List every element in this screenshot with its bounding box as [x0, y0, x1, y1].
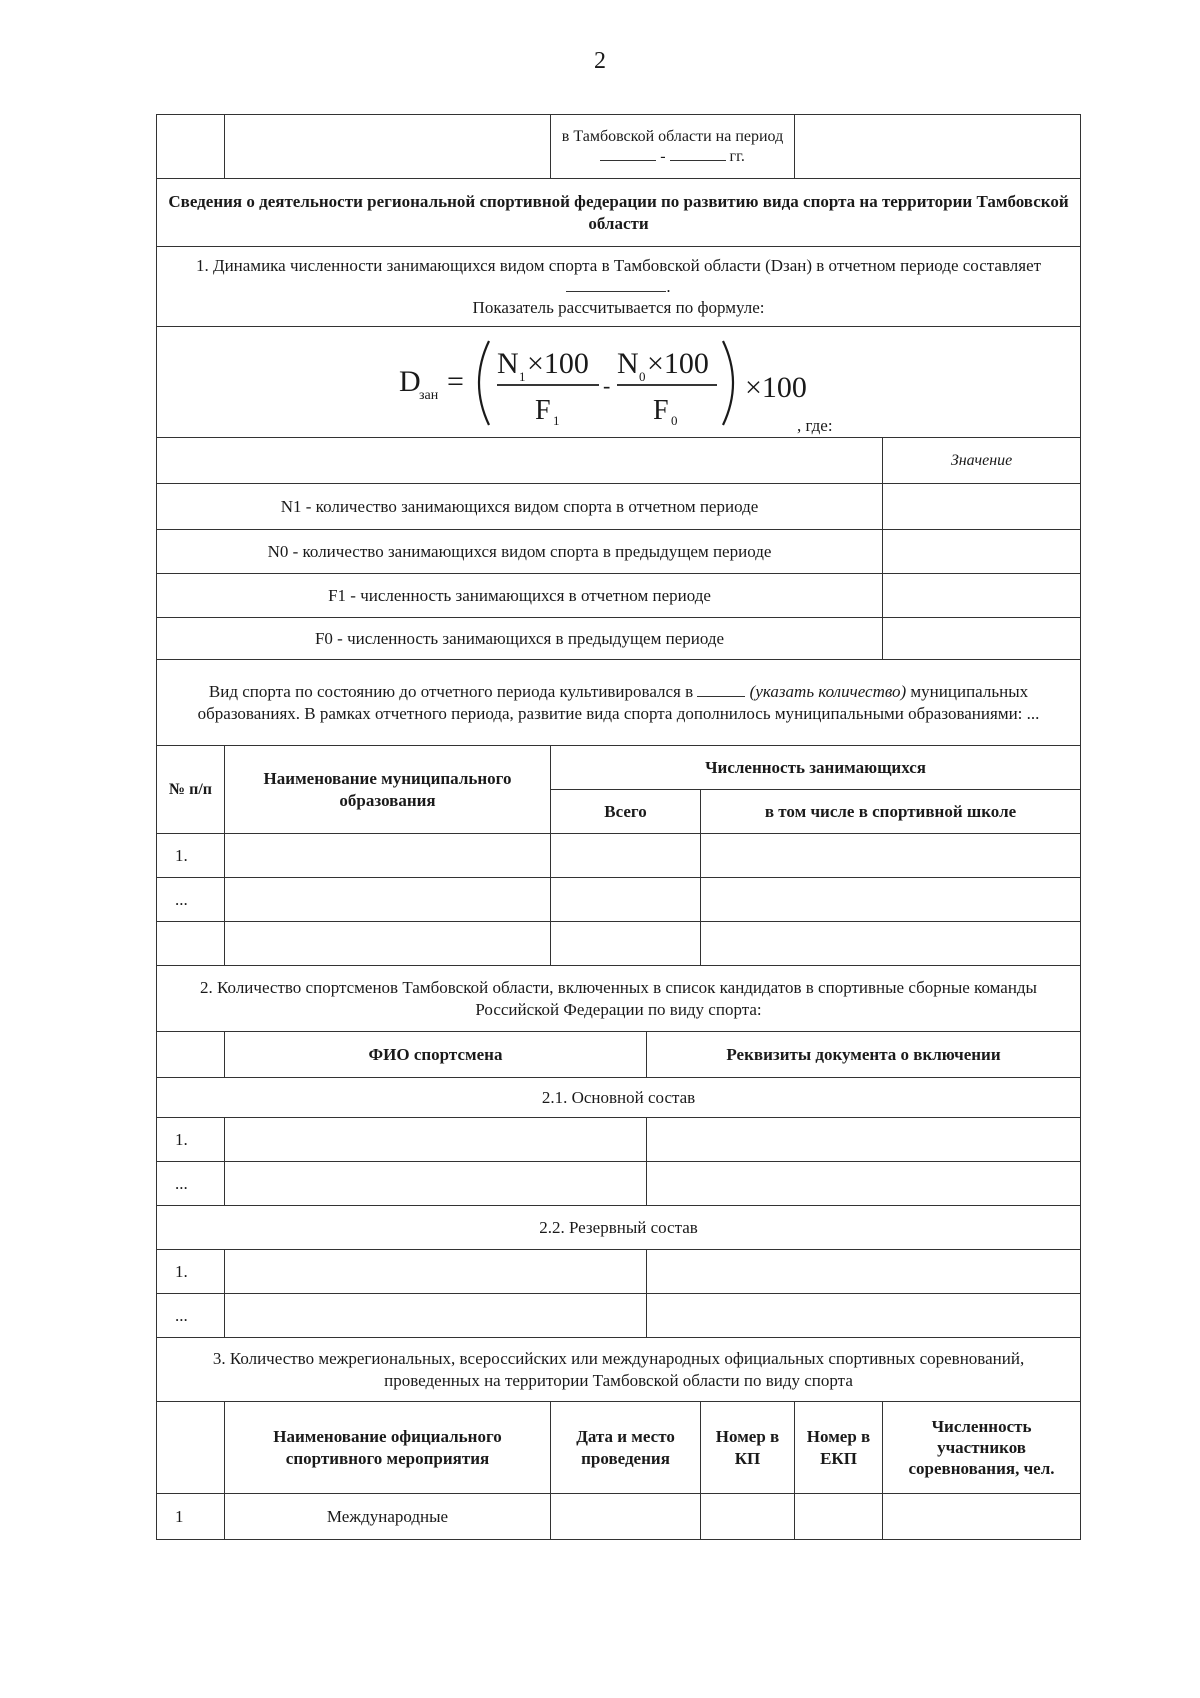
competitions-row-num: 1	[157, 1494, 225, 1540]
athletes-col-doc: Реквизиты документа о включении	[647, 1032, 1081, 1078]
municipality-hint: (указать количество)	[749, 682, 907, 702]
municipality-col-group: Численность занимающихся	[551, 746, 1081, 790]
athletes-title: 2. Количество спортсменов Тамбовской области, включенных в список кандидатов в спортивные сборные команды Российской Федерации по виду спорта:	[157, 966, 1081, 1032]
period-unit: гг.	[729, 147, 745, 165]
municipality-paragraph	[157, 660, 1081, 746]
page-number: 2	[594, 48, 606, 74]
competitions-col-date: Дата и место проведения	[551, 1402, 701, 1494]
variable-label-f0: F0 - численность занимающихся в предыдущем периоде	[157, 618, 883, 660]
municipality-name-cell[interactable]	[225, 878, 551, 922]
main-squad-fio-cell[interactable]	[225, 1118, 647, 1162]
formula-n0: N	[617, 347, 639, 380]
variable-row	[157, 574, 1081, 618]
municipality-count-field[interactable]	[697, 696, 745, 697]
main-squad-title: 2.1. Основной состав	[157, 1078, 1081, 1118]
reserve-squad-fio-cell[interactable]	[225, 1250, 647, 1294]
main-squad-doc-cell[interactable]	[647, 1162, 1081, 1206]
municipality-row-num	[157, 922, 225, 966]
period-separator: -	[660, 147, 666, 165]
municipality-table-header-row	[157, 746, 1081, 790]
period-from-field[interactable]	[600, 160, 656, 161]
formula-minus: -	[603, 373, 611, 398]
period-label: в Тамбовской области на период	[561, 127, 784, 145]
competitions-kp-cell[interactable]	[701, 1494, 795, 1540]
reserve-squad-title: 2.2. Резервный состав	[157, 1206, 1081, 1250]
variable-row	[157, 618, 1081, 660]
reserve-squad-doc-cell[interactable]	[647, 1250, 1081, 1294]
municipality-total-cell[interactable]	[551, 834, 701, 878]
formula-n1: N	[497, 347, 519, 380]
dynamics-intro-end: .	[666, 276, 671, 296]
athletes-header-empty	[157, 1032, 225, 1078]
reserve-squad-title-row	[157, 1206, 1081, 1250]
formula-graphic	[157, 327, 1077, 437]
header-empty-cell-2	[225, 115, 551, 179]
variable-value-f1[interactable]	[883, 574, 1081, 618]
section-title-row	[157, 179, 1081, 247]
federation-report-form	[156, 114, 1081, 1540]
value-header-row	[157, 438, 1081, 484]
section-title: Сведения о деятельности региональной спортивной федерации по развитию вида спорта на территории Тамбовской области	[157, 179, 1081, 247]
formula-equals: =	[447, 365, 464, 398]
athletes-title-row	[157, 966, 1081, 1032]
variable-label-f1: F1 - численность занимающихся в отчетном периоде	[157, 574, 883, 618]
period-cell	[551, 115, 795, 179]
competitions-header-row	[157, 1402, 1081, 1494]
municipality-school-cell[interactable]	[701, 834, 1081, 878]
formula-f1: F	[535, 395, 551, 426]
municipality-text-b: муниципальных образованиях. В рамках отчетного периода, развитие вида спорта дополнилось муниципальными образованиями: ...	[197, 682, 1040, 723]
period-to-field[interactable]	[670, 160, 726, 161]
formula	[157, 327, 1080, 437]
main-squad-row-num: ...	[157, 1162, 225, 1206]
variable-value-n1[interactable]	[883, 484, 1081, 530]
period-row	[157, 115, 1081, 179]
main-squad-title-row	[157, 1078, 1081, 1118]
municipality-row-num: ...	[157, 878, 225, 922]
competitions-date-cell[interactable]	[551, 1494, 701, 1540]
competitions-col-kp: Номер в КП	[701, 1402, 795, 1494]
competitions-row-name: Международные	[225, 1494, 551, 1540]
table-row	[157, 1118, 1081, 1162]
table-row	[157, 1294, 1081, 1338]
variable-row	[157, 484, 1081, 530]
variable-label-n1: N1 - количество занимающихся видом спорта в отчетном периоде	[157, 484, 883, 530]
variable-label-n0: N0 - количество занимающихся видом спорта в предыдущем периоде	[157, 530, 883, 574]
formula-left-paren	[479, 341, 489, 425]
competitions-header-empty	[157, 1402, 225, 1494]
municipality-col-name: Наименование муниципального образования	[225, 746, 551, 834]
competitions-ekp-cell[interactable]	[795, 1494, 883, 1540]
municipality-text-a: Вид спорта по состоянию до отчетного периода культивировался в	[208, 682, 694, 702]
formula-n1-sub: 1	[519, 369, 526, 384]
table-row	[157, 878, 1081, 922]
dynamics-intro-cell	[157, 247, 1081, 327]
main-squad-doc-cell[interactable]	[647, 1118, 1081, 1162]
reserve-squad-row-num: 1.	[157, 1250, 225, 1294]
formula-intro-text: Показатель рассчитывается по формуле:	[472, 298, 765, 318]
formula-n0-times: ×100	[647, 347, 709, 380]
formula-where: , где:	[797, 416, 833, 435]
formula-f0-sub: 0	[671, 413, 678, 428]
municipality-paragraph-row	[157, 660, 1081, 746]
formula-lhs: D	[399, 365, 421, 398]
formula-f0: F	[653, 395, 669, 426]
period-input-line	[557, 147, 788, 167]
variable-value-f0[interactable]	[883, 618, 1081, 660]
table-row	[157, 834, 1081, 878]
dynamics-value-field[interactable]	[566, 291, 666, 292]
formula-right-paren	[723, 341, 733, 425]
athletes-col-fio: ФИО спортсмена	[225, 1032, 647, 1078]
header-empty-cell-1	[157, 115, 225, 179]
competitions-count-cell[interactable]	[883, 1494, 1081, 1540]
header-empty-cell-3	[795, 115, 1081, 179]
main-squad-fio-cell[interactable]	[225, 1162, 647, 1206]
reserve-squad-row-num: ...	[157, 1294, 225, 1338]
competitions-title: 3. Количество межрегиональных, всероссийских или международных официальных спортивных соревнований, проведенных на территории Тамбовской области по виду спорта	[157, 1338, 1081, 1402]
formula-f1-sub: 1	[553, 413, 560, 428]
reserve-squad-fio-cell[interactable]	[225, 1294, 647, 1338]
municipality-total-cell[interactable]	[551, 922, 701, 966]
formula-cell	[157, 327, 1081, 438]
formula-n0-sub: 0	[639, 369, 646, 384]
competitions-title-row	[157, 1338, 1081, 1402]
variable-value-n0[interactable]	[883, 530, 1081, 574]
dynamics-intro-text: 1. Динамика численности занимающихся видом спорта в Тамбовской области (Dзан) в отчетном периоде составляет	[195, 255, 1042, 275]
municipality-col-total: Всего	[551, 790, 701, 834]
table-row	[157, 1162, 1081, 1206]
table-row	[157, 1494, 1081, 1540]
variable-row	[157, 530, 1081, 574]
table-row	[157, 922, 1081, 966]
variable-header-empty	[157, 438, 883, 484]
reserve-squad-doc-cell[interactable]	[647, 1294, 1081, 1338]
municipality-school-cell[interactable]	[701, 922, 1081, 966]
competitions-col-name: Наименование официального спортивного мероприятия	[225, 1402, 551, 1494]
municipality-total-cell[interactable]	[551, 878, 701, 922]
municipality-col-school: в том числе в спортивной школе	[701, 790, 1081, 834]
formula-lhs-sub: зан	[419, 388, 439, 403]
main-squad-row-num: 1.	[157, 1118, 225, 1162]
municipality-row-num: 1.	[157, 834, 225, 878]
competitions-col-count: Численность участников соревнования, чел.	[883, 1402, 1081, 1494]
competitions-col-ekp: Номер в ЕКП	[795, 1402, 883, 1494]
formula-tail: ×100	[745, 371, 807, 404]
value-header: Значение	[883, 438, 1081, 484]
dynamics-intro-row	[157, 247, 1081, 327]
municipality-name-cell[interactable]	[225, 922, 551, 966]
athletes-header-row	[157, 1032, 1081, 1078]
municipality-name-cell[interactable]	[225, 834, 551, 878]
table-row	[157, 1250, 1081, 1294]
formula-n1-times: ×100	[527, 347, 589, 380]
formula-row	[157, 327, 1081, 438]
municipality-school-cell[interactable]	[701, 878, 1081, 922]
municipality-col-num: № п/п	[157, 746, 225, 834]
